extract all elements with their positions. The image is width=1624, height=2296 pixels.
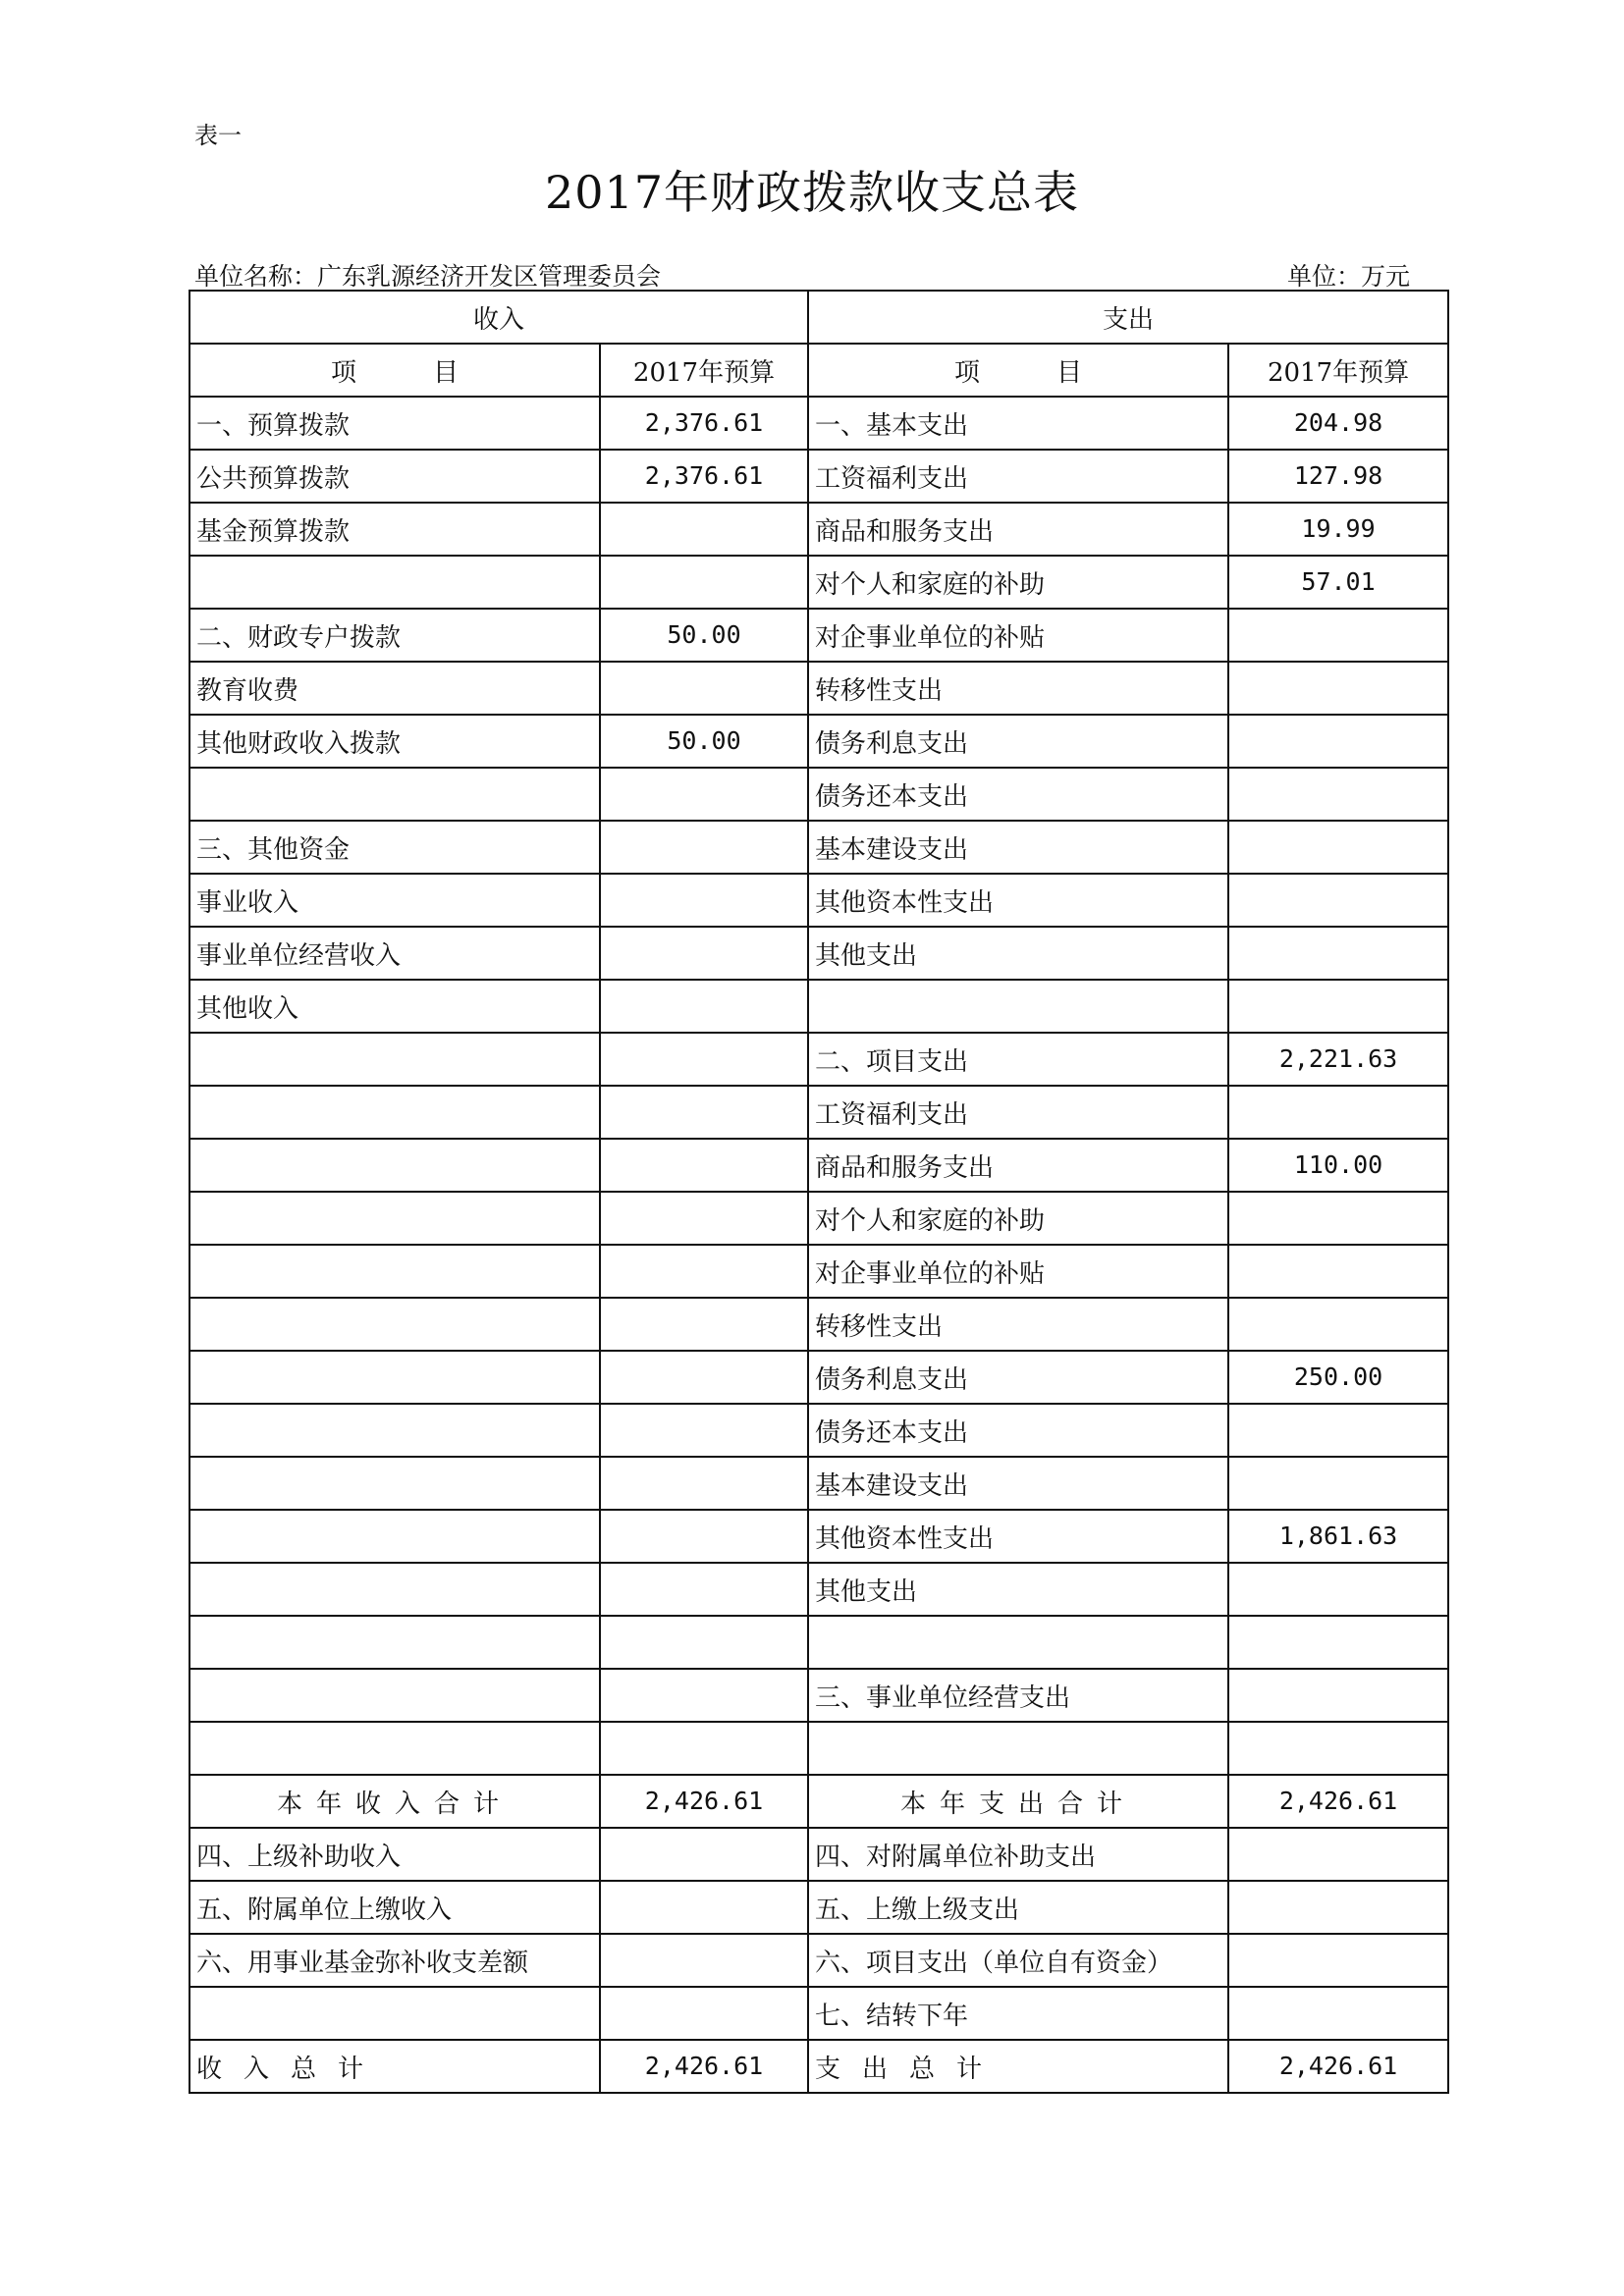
income-item: 事业收入 (189, 874, 600, 927)
column-header-row (189, 344, 1448, 397)
income-budget-value (600, 1298, 808, 1351)
expense-budget-value: 2,426.61 (1228, 2040, 1448, 2093)
unit-row (194, 257, 1410, 293)
table-row (189, 1510, 1448, 1563)
expense-budget-value (1228, 1616, 1448, 1669)
expense-budget-value: 57.01 (1228, 556, 1448, 609)
table-row (189, 821, 1448, 874)
expense-item: 基本建设支出 (808, 1457, 1228, 1510)
expense-budget-value (1228, 1086, 1448, 1139)
income-item (189, 1563, 600, 1616)
expense-budget-header: 2017年预算 (1228, 344, 1448, 397)
expense-budget-value (1228, 980, 1448, 1033)
table-row (189, 1881, 1448, 1934)
income-budget-value: 50.00 (600, 715, 808, 768)
unit-label: 单位：万元 (1286, 262, 1410, 291)
unit-name: 单位名称：广东乳源经济开发区管理委员会 (194, 262, 662, 291)
income-item: 公共预算拨款 (189, 450, 600, 503)
income-item: 二、财政专户拨款 (189, 609, 600, 662)
expense-item (808, 980, 1228, 1033)
expense-item: 工资福利支出 (808, 450, 1228, 503)
income-budget-value (600, 874, 808, 927)
table-row (189, 1086, 1448, 1139)
table-row (189, 715, 1448, 768)
expense-budget-value (1228, 874, 1448, 927)
table-row (189, 503, 1448, 556)
expense-item-header: 项 目 (808, 344, 1228, 397)
table-row (189, 1987, 1448, 2040)
expense-item: 其他支出 (808, 1563, 1228, 1616)
expense-item: 转移性支出 (808, 662, 1228, 715)
expense-item: 债务还本支出 (808, 768, 1228, 821)
expense-budget-value (1228, 1563, 1448, 1616)
income-item-header: 项 目 (189, 344, 600, 397)
income-budget-value (600, 1934, 808, 1987)
table-row (189, 1669, 1448, 1722)
expense-item: 工资福利支出 (808, 1086, 1228, 1139)
expense-item: 支出总计 (808, 2040, 1228, 2093)
table-row (189, 1192, 1448, 1245)
expense-budget-value (1228, 1404, 1448, 1457)
income-item (189, 1351, 600, 1404)
expense-budget-value: 250.00 (1228, 1351, 1448, 1404)
income-item (189, 1139, 600, 1192)
income-item: 其他收入 (189, 980, 600, 1033)
income-item: 本年收入合计 (189, 1775, 600, 1828)
expense-budget-value: 1,861.63 (1228, 1510, 1448, 1563)
income-item (189, 1033, 600, 1086)
income-budget-value: 2,426.61 (600, 1775, 808, 1828)
table-row (189, 1828, 1448, 1881)
expense-item: 对个人和家庭的补助 (808, 556, 1228, 609)
table-row (189, 1245, 1448, 1298)
income-item: 五、附属单位上缴收入 (189, 1881, 600, 1934)
expense-budget-value: 127.98 (1228, 450, 1448, 503)
expense-item: 其他资本性支出 (808, 1510, 1228, 1563)
table-row (189, 980, 1448, 1033)
income-item: 一、预算拨款 (189, 397, 600, 450)
income-budget-value (600, 1987, 808, 2040)
income-budget-value (600, 1351, 808, 1404)
income-budget-value: 2,376.61 (600, 450, 808, 503)
table-row (189, 1616, 1448, 1669)
expense-budget-value (1228, 1828, 1448, 1881)
expense-budget-value (1228, 821, 1448, 874)
expense-budget-value (1228, 1457, 1448, 1510)
income-item (189, 1616, 600, 1669)
expense-item: 六、项目支出（单位自有资金） (808, 1934, 1228, 1987)
expense-budget-value (1228, 662, 1448, 715)
expense-item: 其他支出 (808, 927, 1228, 980)
table-row (189, 1139, 1448, 1192)
table-tag: 表一 (194, 122, 242, 149)
income-budget-value (600, 1086, 808, 1139)
income-item: 三、其他资金 (189, 821, 600, 874)
income-item (189, 1669, 600, 1722)
income-budget-value (600, 1457, 808, 1510)
income-header: 收入 (189, 291, 808, 344)
expense-budget-value (1228, 609, 1448, 662)
expense-budget-value (1228, 1245, 1448, 1298)
income-item: 六、用事业基金弥补收支差额 (189, 1934, 600, 1987)
income-budget-value (600, 1616, 808, 1669)
expense-item: 商品和服务支出 (808, 1139, 1228, 1192)
income-budget-value (600, 1881, 808, 1934)
expense-item: 债务还本支出 (808, 1404, 1228, 1457)
expense-item: 债务利息支出 (808, 715, 1228, 768)
expense-budget-value (1228, 715, 1448, 768)
subtotal-row (189, 1775, 1448, 1828)
income-budget-header: 2017年预算 (600, 344, 808, 397)
table-row (189, 556, 1448, 609)
income-budget-value (600, 556, 808, 609)
expense-budget-value: 110.00 (1228, 1139, 1448, 1192)
expense-budget-value (1228, 1192, 1448, 1245)
expense-item: 对企事业单位的补贴 (808, 609, 1228, 662)
income-budget-value (600, 503, 808, 556)
income-item (189, 1722, 600, 1775)
table-row (189, 1033, 1448, 1086)
table-row (189, 662, 1448, 715)
expense-item: 七、结转下年 (808, 1987, 1228, 2040)
income-item (189, 1192, 600, 1245)
expense-budget-value (1228, 1722, 1448, 1775)
expense-item: 本年支出合计 (808, 1775, 1228, 1828)
expense-item (808, 1722, 1228, 1775)
budget-table-body (189, 291, 1448, 2093)
income-item: 基金预算拨款 (189, 503, 600, 556)
expense-budget-value (1228, 1298, 1448, 1351)
expense-budget-value: 19.99 (1228, 503, 1448, 556)
table-row (189, 768, 1448, 821)
income-budget-value: 2,376.61 (600, 397, 808, 450)
expense-item: 其他资本性支出 (808, 874, 1228, 927)
expense-item: 基本建设支出 (808, 821, 1228, 874)
table-row (189, 1563, 1448, 1616)
table-row (189, 1934, 1448, 1987)
expense-budget-value (1228, 1669, 1448, 1722)
income-budget-value (600, 768, 808, 821)
income-item: 事业单位经营收入 (189, 927, 600, 980)
expense-budget-value: 2,426.61 (1228, 1775, 1448, 1828)
table-row (189, 1351, 1448, 1404)
income-item (189, 1457, 600, 1510)
expense-budget-value: 204.98 (1228, 397, 1448, 450)
expense-item: 对个人和家庭的补助 (808, 1192, 1228, 1245)
budget-table (189, 290, 1449, 2094)
table-row (189, 927, 1448, 980)
table-row (189, 1298, 1448, 1351)
table-row (189, 1404, 1448, 1457)
expense-budget-value (1228, 768, 1448, 821)
table-row (189, 874, 1448, 927)
income-item (189, 556, 600, 609)
section-header-row (189, 291, 1448, 344)
income-item: 教育收费 (189, 662, 600, 715)
table-row (189, 609, 1448, 662)
income-budget-value (600, 821, 808, 874)
income-budget-value (600, 927, 808, 980)
income-item (189, 1086, 600, 1139)
expense-item (808, 1616, 1228, 1669)
income-budget-value (600, 1033, 808, 1086)
table-row (189, 1457, 1448, 1510)
expense-budget-value: 2,221.63 (1228, 1033, 1448, 1086)
total-row (189, 2040, 1448, 2093)
income-budget-value (600, 1245, 808, 1298)
expense-item: 商品和服务支出 (808, 503, 1228, 556)
page-title: 2017年财政拨款收支总表 (544, 166, 1080, 219)
expense-item: 三、事业单位经营支出 (808, 1669, 1228, 1722)
income-item (189, 1987, 600, 2040)
expense-budget-value (1228, 927, 1448, 980)
income-budget-value (600, 1139, 808, 1192)
income-item (189, 1298, 600, 1351)
expense-item: 一、基本支出 (808, 397, 1228, 450)
income-budget-value (600, 1510, 808, 1563)
income-item (189, 1404, 600, 1457)
income-budget-value: 2,426.61 (600, 2040, 808, 2093)
table-row (189, 450, 1448, 503)
income-budget-value (600, 1828, 808, 1881)
expense-item: 债务利息支出 (808, 1351, 1228, 1404)
income-budget-value (600, 662, 808, 715)
income-budget-value (600, 980, 808, 1033)
expense-budget-value (1228, 1987, 1448, 2040)
income-item: 四、上级补助收入 (189, 1828, 600, 1881)
income-budget-value (600, 1563, 808, 1616)
expense-budget-value (1228, 1881, 1448, 1934)
expense-item: 五、上缴上级支出 (808, 1881, 1228, 1934)
income-item (189, 768, 600, 821)
income-budget-value (600, 1722, 808, 1775)
table-row (189, 1722, 1448, 1775)
expense-item: 对企事业单位的补贴 (808, 1245, 1228, 1298)
expense-item: 转移性支出 (808, 1298, 1228, 1351)
expense-item: 四、对附属单位补助支出 (808, 1828, 1228, 1881)
expense-header: 支出 (808, 291, 1448, 344)
table-row (189, 397, 1448, 450)
expense-budget-value (1228, 1934, 1448, 1987)
expense-item: 二、项目支出 (808, 1033, 1228, 1086)
income-budget-value (600, 1669, 808, 1722)
income-item: 收入总计 (189, 2040, 600, 2093)
income-budget-value (600, 1404, 808, 1457)
income-item: 其他财政收入拨款 (189, 715, 600, 768)
income-budget-value: 50.00 (600, 609, 808, 662)
income-budget-value (600, 1192, 808, 1245)
income-item (189, 1510, 600, 1563)
income-item (189, 1245, 600, 1298)
